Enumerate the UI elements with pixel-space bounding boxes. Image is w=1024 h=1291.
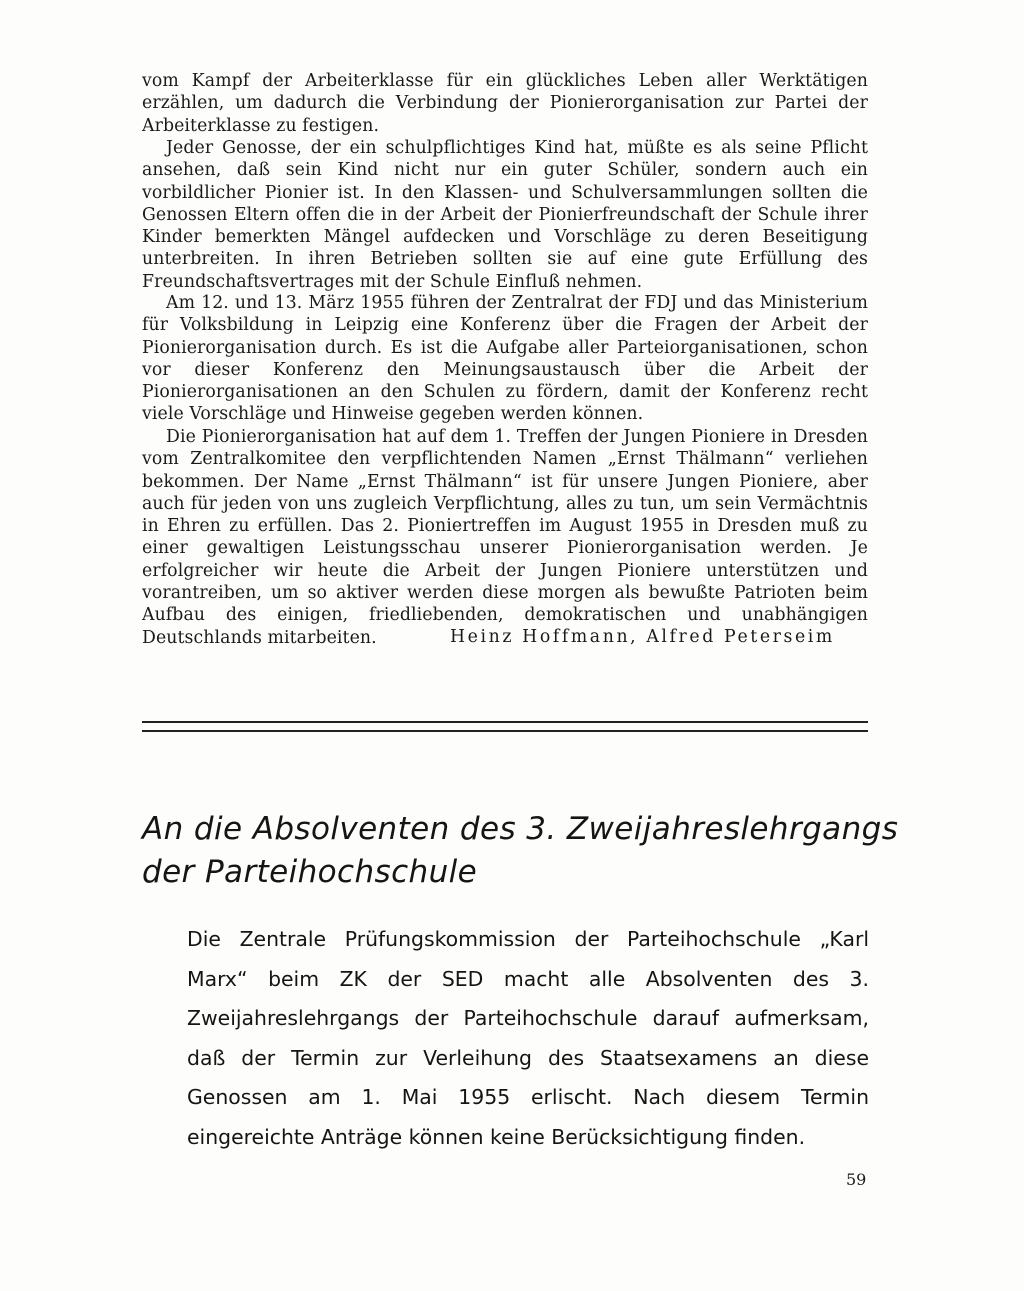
article-paragraph-3: Am 12. und 13. März 1955 führen der Zentralrat der FDJ und das Ministerium für Volksbildung in Leipzig eine Konferenz über die Fragen der Arbeit der Pionierorganisation durch. Es ist die Aufgabe aller Parteiorganisationen, schon vor dieser Konferenz den Meinungsaustausch über die Arbeit der Pionierorganisationen an den Schulen zu fördern, damit der Konferenz recht viele Vorschläge und Hinweise gegeben werden können. — [142, 293, 868, 425]
section-divider-top — [142, 721, 868, 723]
article-paragraph-1: vom Kampf der Arbeiterklasse für ein glückliches Leben aller Werktätigen erzählen, um dadurch die Verbindung der Pionierorganisation zur Partei der Arbeiterklasse zu festigen. — [142, 71, 868, 136]
section-divider-bottom — [142, 730, 868, 732]
notice-body: Die Zentrale Prüfungskommission der Parteihochschule „Karl Marx“ beim ZK der SED macht alle Absolventen des 3. Zweijahreslehrgangs der Parteihochschule darauf aufmerksam, daß der Termin zur Verleihung des Staatsexamens an diese Genossen am 1. Mai 1955 erlischt. Nach diesem Termin eingereichte Anträge können keine Berücksichtigung finden. — [187, 927, 869, 1149]
notice-title-line-2: der Parteihochschule — [142, 854, 478, 890]
notice-title-line-1: An die Absolventen des 3. Zweijahreslehrgangs — [142, 811, 899, 847]
article-paragraph-2: Jeder Genosse, der ein schulpflichtiges Kind hat, müßte es als seine Pflicht ansehen, daß sein Kind nicht nur ein guter Schüler, sondern auch ein vorbildlicher Pionier ist. In den Klassen- und Schulversammlungen sollten die Genossen Eltern offen die in der Arbeit der Pionierfreundschaft der Schule ihrer Kinder bemerkten Mängel aufdecken und Vorschläge zu deren Beseitigung unterbreiten. In ihren Betrieben sollten sie auf eine gute Erfüllung des Freundschaftsvertrages mit der Schule Einfluß nehmen. — [142, 138, 868, 292]
page-number: 59 — [846, 1170, 867, 1189]
notice-title — [142, 808, 902, 894]
article-paragraph-4: Die Pionierorganisation hat auf dem 1. Treffen der Jungen Pioniere in Dresden vom Zentralkomitee den verpflichtenden Namen „Ernst Thälmann“ verliehen bekommen. Der Name „Ernst Thälmann“ ist für unsere Jungen Pioniere, aber auch für jeden von uns zugleich Verpflichtung, alles zu tun, um sein Vermächtnis in Ehren zu erfüllen. Das 2. Pioniertreffen im August 1955 in Dresden muß zu einer gewaltigen Leistungsschau unserer Pionierorganisation werden. Je erfolgreicher wir heute die Arbeit der Jungen Pioniere unterstützen und vorantreiben, um so aktiver werden diese morgen als bewußte Patrioten beim Aufbau des einigen, friedliebenden, demokratischen und unabhängigen Deutschlands mitarbeiten. — [142, 427, 868, 648]
article-signature: Heinz Hoffmann, Alfred Peterseim — [450, 627, 835, 647]
